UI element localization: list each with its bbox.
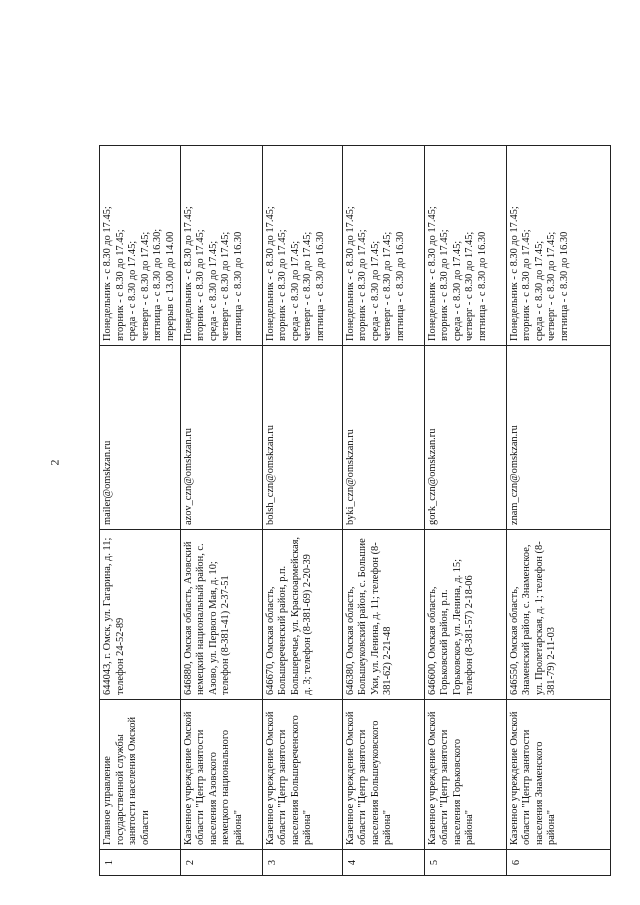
- address-phone: 646670, Омская область, Большереченский район, р.п. Большеречье, ул. Красноармейская, д. 3; телефон (8-381-69) 2-20-39: [262, 530, 342, 700]
- email: mailer@omskzan.ru: [100, 346, 181, 530]
- page-number: 2: [47, 459, 62, 466]
- address-phone: 644043, г. Омск, ул. Гагарина, д. 11; телефон 24-52-89: [100, 530, 181, 700]
- table-row: [100, 146, 181, 876]
- hours-line: четверг - с 8.30 до 17.45;: [546, 231, 558, 341]
- hours-line: Понедельник - с 8.30 до 17.45;: [344, 206, 356, 341]
- working-hours: [342, 146, 424, 346]
- hours-line: вторник - с 8.30 до 17.45;: [277, 229, 289, 341]
- table-row: [180, 146, 262, 876]
- hours-line: перерыв с 13.00 до 14.00: [164, 231, 176, 341]
- row-number: 4: [342, 850, 424, 876]
- organization-name: Казенное учреждение Омской области "Центр занятости населения Знаменского района": [506, 700, 610, 850]
- row-number: 2: [180, 850, 262, 876]
- row-number: 1: [100, 850, 181, 876]
- employment-centers-table: [99, 145, 611, 876]
- working-hours: [262, 146, 342, 346]
- organization-name: Главное управление государственной службы занятости населения Омской области: [100, 700, 181, 850]
- hours-line: пятница - с 8.30 до 16.30: [558, 231, 570, 341]
- hours-line: четверг - с 8.30 до 17.45;: [464, 231, 476, 341]
- table-row: [506, 146, 610, 876]
- organization-name: Казенное учреждение Омской области "Центр занятости населения Азовского немецкого национального района": [180, 700, 262, 850]
- hours-line: вторник - с 8.30 до 17.45;: [114, 229, 126, 341]
- organization-name: Казенное учреждение Омской области "Центр занятости населения Большереченского района": [262, 700, 342, 850]
- hours-line: среда - с 8.30 до 17.45;: [451, 240, 463, 341]
- hours-line: вторник - с 8.30 до 17.45;: [195, 229, 207, 341]
- address-phone: 646600, Омская область, Горьковский район, р.п. Горьковское, ул. Ленина, д. 15; телефон (8-381-57) 2-18-06: [424, 530, 506, 700]
- hours-line: Понедельник - с 8.30 до 17.45;: [264, 206, 276, 341]
- hours-line: Понедельник - с 8.30 до 17.45;: [426, 206, 438, 341]
- hours-line: среда - с 8.30 до 17.45;: [207, 240, 219, 341]
- table-row: [262, 146, 342, 876]
- hours-line: Понедельник - с 8.30 до 17.45;: [102, 206, 113, 341]
- email: znam_czn@omskzan.ru: [506, 346, 610, 530]
- hours-line: среда - с 8.30 до 17.45;: [289, 240, 301, 341]
- address-phone: 646880, Омская область, Азовский немецкий национальный район, с. Азово, ул. Первого Мая, д. 10; телефон (8-381-41) 2-37-51: [180, 530, 262, 700]
- hours-line: вторник - с 8.30 до 17.45;: [439, 229, 451, 341]
- hours-line: Понедельник - с 8.30 до 17.45;: [508, 206, 520, 341]
- row-number: 6: [506, 850, 610, 876]
- table-row: [342, 146, 424, 876]
- working-hours: [424, 146, 506, 346]
- table-row: [424, 146, 506, 876]
- hours-line: пятница - с 8.30 до 16.30: [232, 231, 244, 341]
- hours-line: четверг - с 8.30 до 17.45;: [220, 231, 232, 341]
- row-number: 5: [424, 850, 506, 876]
- rotated-table-container: [99, 146, 607, 876]
- email: azov_czn@omskzan.ru: [180, 346, 262, 530]
- email: byki_czn@omskzan.ru: [342, 346, 424, 530]
- working-hours: [100, 146, 181, 346]
- hours-line: пятница - с 8.30 до 16.30: [314, 231, 326, 341]
- working-hours: [506, 146, 610, 346]
- hours-line: четверг - с 8.30 до 17.45;: [382, 231, 394, 341]
- row-number: 3: [262, 850, 342, 876]
- organization-name: Казенное учреждение Омской области "Центр занятости населения Горьковского района": [424, 700, 506, 850]
- email: gork_czn@omskzan.ru: [424, 346, 506, 530]
- hours-line: Понедельник - с 8.30 до 17.45;: [182, 206, 194, 341]
- organization-name: Казенное учреждение Омской области "Центр занятости населения Большеуковского района": [342, 700, 424, 850]
- hours-line: среда - с 8.30 до 17.45;: [127, 240, 139, 341]
- working-hours: [180, 146, 262, 346]
- address-phone: 646550, Омская область, Знаменский район, с. Знаменское, ул. Пролетарская, д. 1; телефон (8-381-79) 2-11-03: [506, 530, 610, 700]
- hours-line: среда - с 8.30 до 17.45;: [369, 240, 381, 341]
- email: bolsh_czn@omskzan.ru: [262, 346, 342, 530]
- hours-line: среда - с 8.30 до 17.45;: [533, 240, 545, 341]
- hours-line: пятница - с 8.30 до 16.30: [476, 231, 488, 341]
- hours-line: четверг - с 8.30 до 17.45;: [302, 231, 314, 341]
- hours-line: вторник - с 8.30 до 17.45;: [357, 229, 369, 341]
- address-phone: 646380, Омская область, Большеуковский район, с. Большие Уки, ул. Ленина, д. 11; телефон (8-381-62) 2-21-48: [342, 530, 424, 700]
- hours-line: четверг - с 8.30 до 17.45;: [139, 231, 151, 341]
- hours-line: пятница - с 8.30 до 16.30: [394, 231, 406, 341]
- hours-line: пятница - с 8.30 до 16.30;: [152, 228, 164, 341]
- hours-line: вторник - с 8.30 до 17.45;: [521, 229, 533, 341]
